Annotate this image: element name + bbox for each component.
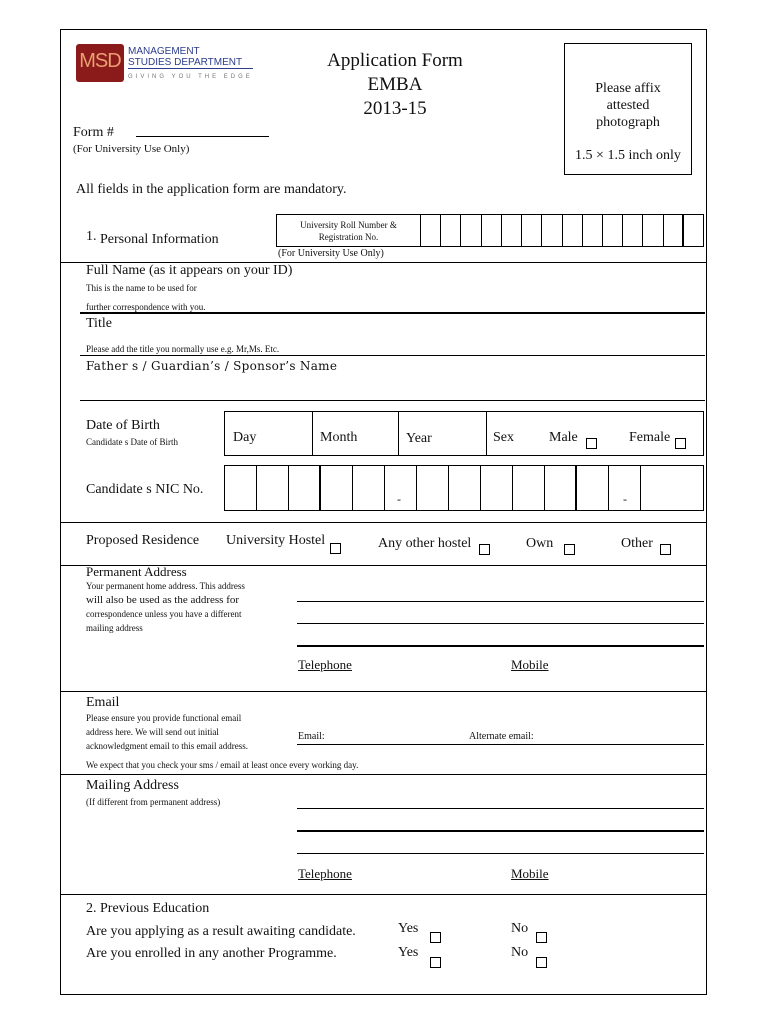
full-name-hint2: further correspondence with you. <box>86 302 206 312</box>
title-hint: Please add the title you normally use e.g. Mr,Ms. Etc. <box>86 344 280 354</box>
question-enrolled: Are you enrolled in any another Programme. <box>86 946 337 961</box>
form-years: 2013-15 <box>363 98 427 119</box>
nic-cell[interactable] <box>641 466 703 510</box>
permanent-hint4: mailing address <box>86 623 143 633</box>
form-number-note: (For University Use Only) <box>73 143 190 155</box>
roll-number-label <box>277 215 421 246</box>
roll-cell[interactable] <box>441 215 461 246</box>
divider <box>61 774 706 775</box>
roll-cell[interactable] <box>421 215 441 246</box>
photo-line2: attested <box>606 98 650 113</box>
permanent-hint1: Your permanent home address. This address <box>86 581 245 591</box>
residence-other-label: Other <box>621 536 653 551</box>
form-program: EMBA <box>367 74 423 95</box>
nic-cell[interactable] <box>417 466 449 510</box>
question-awaiting-no-label: No <box>511 921 529 936</box>
form-number-label: Form # <box>73 125 114 140</box>
question-awaiting-no-checkbox[interactable] <box>536 932 547 943</box>
dob-label: Date of Birth <box>86 418 160 433</box>
mailing-address-hint: (If different from permanent address) <box>86 797 221 807</box>
roll-number-note: (For University Use Only) <box>278 248 384 259</box>
dob-day[interactable] <box>225 412 313 455</box>
father-name-label: Father s / Guardian’s / Sponsor’s Name <box>86 359 338 373</box>
residence-other-hostel-checkbox[interactable] <box>479 544 490 555</box>
mandatory-note: All fields in the application form are mandatory. <box>76 182 347 197</box>
dob-year-label: Year <box>406 431 432 446</box>
nic-cell[interactable] <box>545 466 577 510</box>
email-hint2: address here. We will send out initial <box>86 727 219 737</box>
roll-cell[interactable] <box>542 215 562 246</box>
residence-label: Proposed Residence <box>86 533 200 548</box>
nic-cell[interactable] <box>385 466 417 510</box>
form-title: Application Form <box>327 50 463 71</box>
nic-cell[interactable] <box>481 466 513 510</box>
permanent-address-label: Permanent Address <box>86 564 187 579</box>
question-enrolled-yes-label: Yes <box>398 945 419 960</box>
title-field[interactable] <box>80 355 705 356</box>
photo-line3: photograph <box>596 115 660 130</box>
nic-label: Candidate s NIC No. <box>86 482 204 497</box>
residence-hostel-checkbox[interactable] <box>330 543 341 554</box>
email-field[interactable] <box>297 744 704 745</box>
mailing-address-label: Mailing Address <box>86 778 179 793</box>
dob-hint: Candidate s Date of Birth <box>86 437 178 447</box>
dob-year[interactable] <box>399 412 487 455</box>
nic-cell[interactable] <box>353 466 385 510</box>
residence-other-hostel-label: Any other hostel <box>378 536 472 551</box>
full-name-hint1: This is the name to be used for <box>86 283 197 293</box>
permanent-telephone-label[interactable]: Telephone <box>298 657 352 672</box>
nic-cell[interactable] <box>513 466 545 510</box>
question-enrolled-no-label: No <box>511 945 529 960</box>
dob-day-label: Day <box>233 430 257 445</box>
nic-dash: - <box>623 492 627 506</box>
sex-field <box>487 412 703 455</box>
mailing-address-line[interactable] <box>297 808 704 809</box>
question-enrolled-yes-checkbox[interactable] <box>430 957 441 968</box>
roll-cell[interactable] <box>664 215 684 246</box>
photo-size: 1.5 × 1.5 inch only <box>575 148 681 163</box>
residence-hostel-label: University Hostel <box>226 533 326 548</box>
roll-cell[interactable] <box>603 215 623 246</box>
form-header <box>300 49 490 121</box>
full-name-label: Full Name (as it appears on your ID) <box>86 263 293 278</box>
roll-cell[interactable] <box>563 215 583 246</box>
divider <box>61 691 706 692</box>
question-awaiting-yes-label: Yes <box>398 921 419 936</box>
dob-month[interactable] <box>313 412 399 455</box>
nic-cell[interactable] <box>289 466 321 510</box>
roll-label-line1: University Roll Number & <box>300 220 397 230</box>
male-checkbox[interactable] <box>586 438 597 449</box>
logo-text <box>128 46 253 83</box>
dob-month-label: Month <box>320 430 358 445</box>
roll-cell[interactable] <box>502 215 522 246</box>
email-hint3: acknowledgment email to this email address. <box>86 741 248 751</box>
question-awaiting: Are you applying as a result awaiting candidate. <box>86 924 356 939</box>
residence-own-label: Own <box>526 536 554 551</box>
roll-cell[interactable] <box>623 215 643 246</box>
nic-cell[interactable] <box>257 466 289 510</box>
male-label: Male <box>549 430 578 445</box>
logo-tagline: GIVING YOU THE EDGE <box>128 74 253 80</box>
sex-label: Sex <box>493 430 514 445</box>
section1-heading <box>86 229 219 248</box>
full-name-field[interactable] <box>80 312 705 314</box>
roll-cell[interactable] <box>684 215 703 246</box>
question-awaiting-yes-checkbox[interactable] <box>430 932 441 943</box>
permanent-mobile-label[interactable]: Mobile <box>511 657 549 672</box>
nic-grid <box>224 465 704 511</box>
roll-cell[interactable] <box>461 215 481 246</box>
nic-dash: - <box>397 492 401 506</box>
roll-cell[interactable] <box>583 215 603 246</box>
permanent-address-line[interactable] <box>297 623 704 624</box>
email-label: Email <box>86 695 120 710</box>
logo-line2: STUDIES DEPARTMENT <box>128 57 253 69</box>
mailing-telephone-label[interactable]: Telephone <box>298 866 352 881</box>
department-logo <box>76 44 124 82</box>
alternate-email-label: Alternate email: <box>469 731 534 742</box>
roll-cell[interactable] <box>643 215 663 246</box>
section1-number: 1. <box>86 229 97 244</box>
question-enrolled-no-checkbox[interactable] <box>536 957 547 968</box>
divider <box>61 522 706 523</box>
permanent-address-line[interactable] <box>297 645 704 647</box>
nic-cell[interactable] <box>321 466 353 510</box>
permanent-hint3: correspondence unless you have a different <box>86 609 242 619</box>
mailing-address-line[interactable] <box>297 853 704 854</box>
title-label: Title <box>86 316 112 331</box>
nic-cell[interactable] <box>449 466 481 510</box>
nic-cell[interactable] <box>225 466 257 510</box>
nic-cell[interactable] <box>609 466 641 510</box>
email-hint <box>86 711 248 753</box>
residence-other-checkbox[interactable] <box>660 544 671 555</box>
residence-own-checkbox[interactable] <box>564 544 575 555</box>
mailing-address-line[interactable] <box>297 830 704 832</box>
permanent-hint2: will also be used as the address for <box>86 594 240 606</box>
female-checkbox[interactable] <box>675 438 686 449</box>
section2-heading: 2. Previous Education <box>86 901 210 916</box>
permanent-address-hint <box>86 579 245 635</box>
roll-number-grid <box>276 214 704 247</box>
email-field-label: Email: <box>298 731 325 742</box>
form-number-field[interactable] <box>136 136 269 137</box>
permanent-address-line[interactable] <box>297 601 704 602</box>
roll-label-line2: Registration No. <box>318 232 379 242</box>
logo-mark: MSD <box>79 50 121 72</box>
dob-grid <box>224 411 704 456</box>
photo-box[interactable] <box>564 43 692 175</box>
section1-title: Personal Information <box>100 232 219 247</box>
female-label: Female <box>629 430 671 445</box>
nic-cell[interactable] <box>577 466 609 510</box>
email-note: We expect that you check your sms / email at least once every working day. <box>86 760 359 770</box>
father-name-field[interactable] <box>80 400 705 401</box>
photo-line1: Please affix <box>595 81 661 96</box>
roll-cell[interactable] <box>522 215 542 246</box>
roll-cell[interactable] <box>482 215 502 246</box>
email-hint1: Please ensure you provide functional email <box>86 713 242 723</box>
logo-line1: MANAGEMENT <box>128 46 200 57</box>
divider <box>61 894 706 895</box>
mailing-mobile-label[interactable]: Mobile <box>511 866 549 881</box>
